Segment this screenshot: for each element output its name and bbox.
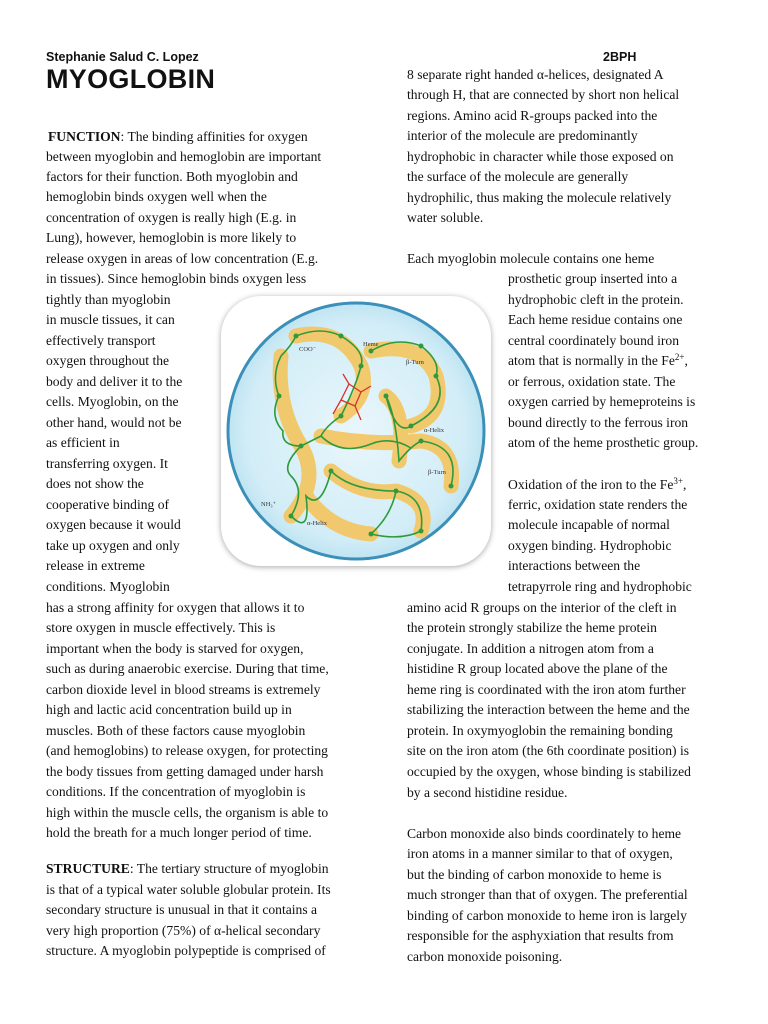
right-column-text-line: hydrophilic, thus making the molecule relatively (407, 190, 672, 205)
label-nh3: NH₃⁺ (261, 501, 277, 508)
label-beta-turn-top: β-Turn (406, 359, 424, 366)
left-column-text-line: hold the breath for a much longer period of time. (46, 825, 312, 840)
right-column-text-line: protein. In oxymyoglobin the remaining bonding (407, 723, 673, 738)
right-column-text-line: by a second histidine residue. (407, 785, 568, 800)
right-column-text-line: much stronger than that of oxygen. The preferential (407, 887, 688, 902)
left-column-text-line: structure. A myoglobin polypeptide is comprised of (46, 943, 326, 958)
right-column-text-line: or ferrous, oxidation state. The (508, 374, 676, 389)
right-column-text-line: central coordinately bound iron (508, 333, 679, 348)
left-column-text-line: oxygen because it would (46, 517, 181, 532)
left-column-text-line: hemoglobin binds oxygen well when the (46, 189, 267, 204)
right-column-text-line: carbon monoxide poisoning. (407, 949, 563, 964)
left-column-text-line: between myoglobin and hemoglobin are important (46, 149, 322, 164)
left-column-text-line: take up oxygen and only (46, 538, 180, 553)
left-column-text-line: transferring oxygen. It (46, 456, 168, 471)
left-column-text-line: is that of a typical water soluble globular protein. Its (46, 882, 331, 897)
right-column-text-line: interior of the molecule are predominantly (407, 128, 638, 143)
page-title: MYOGLOBIN (46, 64, 216, 94)
right-column-text-line: water soluble. (407, 210, 484, 225)
left-column-text-line: body and deliver it to the (46, 374, 183, 389)
left-column-text-line: effectively transport (46, 333, 156, 348)
right-column-text-line: hydrophobic cleft in the protein. (508, 292, 684, 307)
right-column-text-line: bound directly to the ferrous iron (508, 415, 689, 430)
right-column-text-line: stabilizing the interaction between the heme and the (407, 702, 690, 717)
label-beta-turn-right: β-Turn (428, 469, 446, 476)
myoglobin-structure-illustration (221, 296, 491, 566)
right-column-text-line: but the binding of carbon monoxide to heme is (407, 867, 662, 882)
right-column-text-line: Each myoglobin molecule contains one heme (407, 251, 655, 266)
label-coo: COO⁻ (299, 346, 317, 353)
left-column-text-line: carbon dioxide level in blood streams is extremely (46, 682, 321, 697)
left-column-text-line: muscles. Both of these factors cause myoglobin (46, 723, 306, 738)
right-column-text-line: hydrophobic in character while those exposed on (407, 149, 674, 164)
left-column-text-line: high and lactic acid concentration build up in (46, 702, 292, 717)
right-column-text-line: responsible for the asphyxiation that results from (407, 928, 674, 943)
right-column-text-line: Carbon monoxide also binds coordinately to heme (407, 826, 682, 841)
left-column-text-line: STRUCTURE: The tertiary structure of myoglobin (46, 861, 329, 876)
left-column-text-line: conditions. If the concentration of myoglobin is (46, 784, 306, 799)
right-column-text-line: amino acid R groups on the interior of the cleft in (407, 600, 677, 615)
left-column-text-line: factors for their function. Both myoglobin and (46, 169, 298, 184)
label-alpha-helix-bottom: α-Helix (307, 520, 328, 527)
left-column-text-line: release oxygen in areas of low concentration (E.g. (46, 251, 319, 266)
right-column-text-line: prosthetic group inserted into a (508, 271, 678, 286)
left-column-text-line: has a strong affinity for oxygen that allows it to (46, 600, 305, 615)
left-column-text-line: in muscle tissues, it can (46, 312, 175, 327)
right-column-text-line: tetrapyrrole ring and hydrophobic (508, 579, 692, 594)
right-column-text-line: atom that is normally in the $Fe^{2+}$, (508, 352, 688, 368)
left-column-text-line: FUNCTION: The binding affinities for oxygen (48, 129, 308, 144)
left-column-text-line: other hand, would not be (46, 415, 182, 430)
left-column-text-line: conditions. Myoglobin (46, 579, 170, 594)
right-column-text-line: heme ring is coordinated with the iron atom further (407, 682, 686, 697)
right-column-text-line: Oxidation of the iron to the $Fe^{3+}$, (508, 476, 687, 492)
author-name: Stephanie Salud C. Lopez (46, 50, 199, 64)
myoglobin-figure (221, 296, 491, 566)
left-column-text-line: very high proportion (75%) of α-helical secondary (46, 923, 321, 938)
left-column-text-line: release in extreme (46, 558, 145, 573)
right-column-text-line: site on the iron atom (the 6th coordinate position) is (407, 743, 690, 758)
background-disc (228, 303, 484, 559)
left-column-text-line: important when the body is starved for oxygen, (46, 641, 304, 656)
label-heme: Heme (363, 341, 379, 348)
right-column-text-line: oxygen carried by hemeproteins is (508, 394, 696, 409)
left-column-text-line: as efficient in (46, 435, 120, 450)
right-column-text-line: Each heme residue contains one (508, 312, 683, 327)
right-column-text-line: histidine R group located above the plane of the (407, 661, 668, 676)
right-column-text-line: conjugate. In addition a nitrogen atom from a (407, 641, 654, 656)
left-column-text-line: cooperative binding of (46, 497, 170, 512)
right-column-text-line: occupied by the oxygen, whose binding is stabilized (407, 764, 691, 779)
left-column-text-line: Lung), however, hemoglobin is more likely to (46, 230, 297, 245)
left-column-text-line: oxygen throughout the (46, 353, 170, 368)
left-column-text-line: high within the muscle cells, the organism is able to (46, 805, 329, 820)
right-column-text-line: regions. Amino acid R-groups packed into the (407, 108, 658, 123)
right-column-text-line: the surface of the molecule are generally (407, 169, 629, 184)
left-column-text-line: store oxygen in muscle effectively. This is (46, 620, 276, 635)
right-column-text-line: iron atoms in a manner similar to that of oxygen, (407, 846, 673, 861)
right-column-text-line: 8 separate right handed α-helices, designated A (407, 67, 664, 82)
left-column-text-line: such as during anaerobic exercise. During that time, (46, 661, 329, 676)
right-column-text-line: interactions between the (508, 558, 641, 573)
label-alpha-helix-right: α-Helix (424, 427, 445, 434)
right-column-text-line: the protein strongly stabilize the heme protein (407, 620, 657, 635)
right-column-text-line: ferric, oxidation state renders the (508, 497, 688, 512)
left-column-text-line: secondary structure is unusual in that it contains a (46, 902, 318, 917)
right-column-text-line: through H, that are connected by short non helical (407, 87, 680, 102)
right-column-text-line: atom of the heme prosthetic group. (508, 435, 699, 450)
left-column-text-line: does not show the (46, 476, 144, 491)
left-column-text-line: cells. Myoglobin, on the (46, 394, 179, 409)
class-code: 2BPH (603, 50, 637, 64)
right-column-text-line: oxygen binding. Hydrophobic (508, 538, 672, 553)
left-column-text-line: tightly than myoglobin (46, 292, 171, 307)
left-column-text-line: (and hemoglobins) to release oxygen, for protecting (46, 743, 328, 758)
right-column-text-line: binding of carbon monoxide to heme iron is largely (407, 908, 687, 923)
left-column-text-line: the body tissues from getting damaged under harsh (46, 764, 324, 779)
left-column-text-line: in tissues). Since hemoglobin binds oxygen less (46, 271, 307, 286)
right-column-text-line: molecule incapable of normal (508, 517, 670, 532)
left-column-text-line: concentration of oxygen is really high (E.g. in (46, 210, 297, 225)
